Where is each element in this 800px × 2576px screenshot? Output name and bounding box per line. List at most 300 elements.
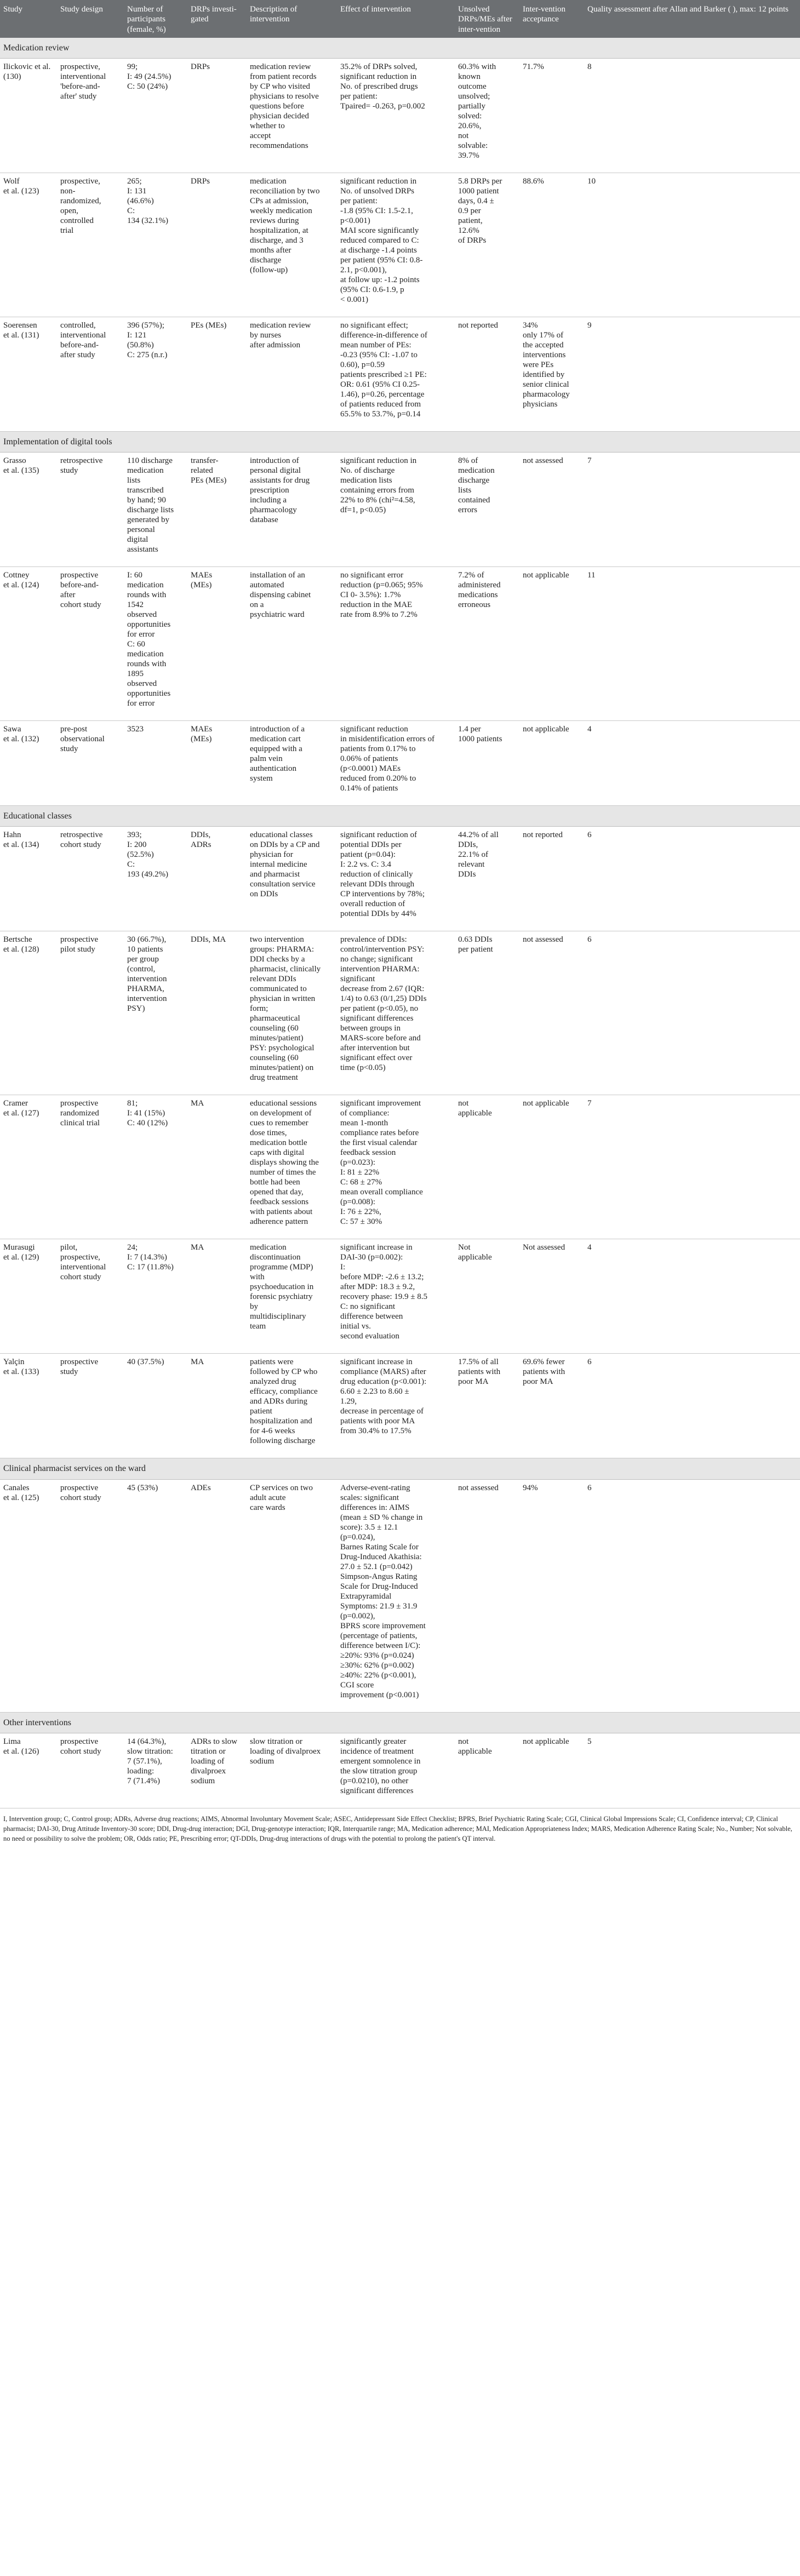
cell-effect-line: No. of discharge [340, 466, 395, 476]
cell-effect-line: significant [340, 975, 375, 984]
cell-description-line: displays showing the [250, 1158, 319, 1167]
cell-participants-line: PHARMA, [127, 984, 164, 994]
cell-study-design [57, 931, 124, 1095]
section-title: Implementation of digital tools [0, 432, 800, 453]
table-header [0, 0, 800, 38]
cell-quality-line: 6 [587, 935, 592, 944]
cell-effect-line: (p=0.002), [340, 1611, 375, 1621]
cell-effect-line: 35.2% of DRPs solved, [340, 62, 418, 72]
cell-study-design-line: observational [60, 735, 105, 744]
cell-description-line: counseling (60 [250, 1024, 299, 1033]
cell-unsolved [455, 317, 519, 432]
cell-quality-line: 6 [587, 1358, 592, 1367]
cell-participants [124, 1354, 187, 1458]
cell-study-design [57, 1239, 124, 1354]
cell-effect-line: Tpaired= -0.263, p=0.002 [340, 102, 425, 111]
cell-effect-line: improvement (p<0.001) [340, 1690, 419, 1699]
cell-description [247, 1095, 337, 1239]
cell-description-line: form; [250, 1004, 268, 1014]
cell-unsolved-line: 20.6%, [458, 122, 482, 131]
cell-participants [124, 1733, 187, 1808]
cell-unsolved-line: known [458, 72, 481, 82]
cell-effect-line: (p=0.024), [340, 1532, 375, 1542]
cell-acceptance-line: Not assessed [523, 1243, 565, 1252]
cell-description-line: pharmacology [250, 506, 297, 515]
cell-study-design-line: interventional [60, 72, 106, 82]
cell-participants-line: digital [127, 535, 148, 545]
cell-acceptance [519, 1239, 584, 1354]
cell-study-design [57, 1733, 124, 1808]
cell-effect-line: CGI score [340, 1680, 374, 1690]
cell-quality-line: 10 [587, 177, 596, 186]
cell-quality-line: 4 [587, 725, 592, 734]
cell-description-line: on DDIs [250, 890, 278, 899]
cell-effect-line: C: 68 ± 27% [340, 1178, 382, 1187]
cell-study-design-line: prospective, [60, 62, 100, 72]
cell-unsolved-line: 39.7% [458, 151, 479, 161]
cell-description-line: CP services on two [250, 1483, 313, 1492]
cell-description [247, 721, 337, 806]
cell-drps [187, 827, 247, 931]
table-row [0, 827, 800, 931]
cell-participants-line: C: 60 [127, 640, 145, 649]
cell-acceptance-line: 94% [523, 1483, 538, 1492]
cell-study-design-line: prospective [60, 1737, 99, 1746]
cell-participants-line: opportunities [127, 620, 171, 629]
cell-effect-line: at follow up: -1.2 points [340, 276, 420, 285]
cell-participants-line: generated by [127, 516, 170, 525]
header-drps: DRPs investi-gated [187, 0, 247, 38]
cell-description-line: minutes/patient) on [250, 1063, 314, 1073]
table-row [0, 931, 800, 1095]
cell-acceptance-line: not applicable [523, 1737, 569, 1746]
cell-study [0, 1239, 57, 1354]
cell-study-design-line: prospective [60, 1358, 99, 1367]
cell-study-design-line: study [60, 1367, 78, 1377]
section-header-row [0, 1458, 800, 1479]
cell-description-line: hospitalization and [250, 1417, 312, 1426]
cell-effect-line: No. of unsolved DRPs [340, 187, 415, 196]
header-effect: Effect of intervention [337, 0, 455, 38]
cell-study-design-line: cohort study [60, 600, 101, 610]
cell-study-design-line: cohort study [60, 1273, 101, 1282]
cell-study [0, 1479, 57, 1712]
cell-description-line: introduction of [250, 456, 299, 466]
cell-effect-line: no significant error [340, 571, 403, 580]
cell-description-line: (follow-up) [250, 266, 288, 275]
cell-study-design-line: cohort study [60, 1747, 101, 1756]
cell-acceptance-line: poor MA [523, 1377, 553, 1387]
cell-effect-line: per patient: [340, 197, 378, 206]
cell-description-line: for 4-6 weeks [250, 1427, 295, 1436]
cell-effect-line: recovery phase: 19.9 ± 8.5 [340, 1292, 428, 1302]
cell-participants-line: 14 (64.3%), [127, 1737, 167, 1746]
cell-study-line: Yalçin [3, 1358, 25, 1367]
cell-participants-line: 7 (57.1%), [127, 1756, 162, 1766]
cell-acceptance-line: pharmacology [523, 390, 570, 399]
cell-quality [584, 173, 800, 317]
cell-participants-line: 134 (32.1%) [127, 216, 168, 226]
cell-description-line: patients were [250, 1358, 294, 1367]
cell-drps-line: ADEs [191, 1483, 211, 1492]
cell-description-line: groups: PHARMA: [250, 945, 315, 954]
cell-effect-line: (95% CI: 0.6-1.9, p [340, 285, 404, 295]
section-title: Other interventions [0, 1712, 800, 1733]
cell-effect-line: medication lists [340, 476, 392, 485]
cell-effect-line: CI 0- 3.5%): 1.7% [340, 591, 401, 600]
cell-effect [337, 453, 455, 567]
cell-description-line: psychoeducation in [250, 1283, 314, 1292]
cell-quality [584, 1733, 800, 1808]
cell-drps [187, 173, 247, 317]
cell-description-line: questions before [250, 102, 304, 111]
cell-study-line: Soerensen [3, 321, 37, 330]
cell-effect-line: CP interventions by 78%; [340, 890, 425, 899]
cell-participants [124, 1095, 187, 1239]
cell-effect-line: < 0.001) [340, 295, 368, 305]
cell-description-line: on a [250, 600, 264, 610]
cell-description-line: dose times, [250, 1129, 287, 1138]
cell-drps-line: MAEs [191, 571, 213, 580]
cell-acceptance-line: not applicable [523, 1099, 569, 1108]
cell-participants-line: 3523 [127, 725, 144, 734]
header-participants: Number of participants (female, %) [124, 0, 187, 38]
cell-participants-line: observed [127, 610, 157, 620]
cell-drps-line: DDIs, MA [191, 935, 226, 944]
cell-effect-line: (p=0.0210), no other [340, 1776, 409, 1785]
cell-description-line: discharge, and 3 [250, 236, 304, 245]
cell-unsolved [455, 453, 519, 567]
cell-description-line: loading of divalproex [250, 1747, 321, 1756]
cell-participants-line: medication [127, 650, 164, 659]
cell-effect-line: MAI score significantly [340, 226, 419, 236]
cell-effect-line: emergent somnolence in [340, 1756, 421, 1766]
cell-description-line: palm vein [250, 754, 283, 764]
cell-description [247, 173, 337, 317]
cell-effect [337, 1095, 455, 1239]
cell-description-line: assistants for drug [250, 476, 310, 485]
cell-participants-line: I: 200 [127, 840, 147, 850]
cell-study-design [57, 721, 124, 806]
section-header-row [0, 1712, 800, 1733]
cell-study-design-line: cohort study [60, 840, 101, 850]
cell-unsolved [455, 567, 519, 721]
cell-unsolved-line: DDIs, [458, 840, 478, 850]
cell-effect-line: mean 1-month [340, 1119, 388, 1128]
cell-effect-line: -1.8 (95% CI: 1.5-2.1, [340, 207, 413, 216]
cell-effect-line: intervention PHARMA: [340, 965, 420, 974]
section-header-row [0, 806, 800, 827]
cell-effect-line: reduction of clinically [340, 870, 413, 879]
cell-study-design-line: controlled, [60, 321, 96, 330]
cell-effect-line: significantly greater [340, 1737, 407, 1746]
cell-description-line: physician in written [250, 994, 316, 1004]
cell-unsolved-line: not [458, 1737, 469, 1746]
cell-unsolved-line: 1.4 per [458, 725, 481, 734]
cell-description-line: with patients about [250, 1207, 313, 1217]
cell-unsolved [455, 721, 519, 806]
cell-effect-line: rate from 8.9% to 7.2% [340, 610, 418, 620]
cell-participants-line: I: 131 [127, 187, 147, 196]
cell-acceptance-line: physicians [523, 400, 558, 409]
cell-description-line: including a [250, 496, 287, 505]
cell-effect-line: 1.29, [340, 1397, 357, 1406]
cell-effect-line: (mean ± SD % change in [340, 1513, 423, 1522]
cell-study-design-line: before-and- [60, 341, 99, 350]
cell-effect-line: initial vs. [340, 1322, 371, 1331]
cell-quality [584, 317, 800, 432]
cell-acceptance [519, 453, 584, 567]
cell-study-design-line: trial [60, 226, 74, 236]
cell-study-line: Murasugi [3, 1243, 35, 1252]
cell-drps [187, 1479, 247, 1712]
cell-quality-line: 11 [587, 571, 596, 580]
cell-drps-line: PEs (MEs) [191, 321, 227, 330]
header-study-design: Study design [57, 0, 124, 38]
cell-description-line: multidisciplinary [250, 1312, 306, 1321]
cell-description [247, 317, 337, 432]
cell-effect-line: 27.0 ± 52.1 (p=0.042) [340, 1562, 413, 1571]
table-row [0, 1354, 800, 1458]
cell-study-line: Cottney [3, 571, 30, 580]
cell-effect-line: 0.06% of patients [340, 754, 398, 764]
cell-description-line: followed by CP who [250, 1367, 318, 1377]
cell-description-line: on development of [250, 1109, 312, 1118]
cell-effect-line: difference-in-difference of [340, 331, 427, 340]
cell-effect-line: control/intervention PSY: [340, 945, 425, 954]
cell-effect-line: no change; significant [340, 955, 413, 964]
cell-description-line: by [250, 1302, 258, 1312]
cell-effect [337, 827, 455, 931]
cell-study [0, 931, 57, 1095]
cell-participants-line: for error [127, 699, 155, 708]
cell-quality [584, 1239, 800, 1354]
cell-unsolved-line: errors [458, 506, 477, 515]
cell-quality [584, 59, 800, 173]
cell-unsolved-line: Not [458, 1243, 471, 1252]
cell-description-line: discharge [250, 256, 282, 265]
cell-unsolved [455, 827, 519, 931]
cell-unsolved-line: 5.8 DRPs per [458, 177, 502, 186]
cell-acceptance-line: patients with [523, 1367, 565, 1377]
cell-study-design [57, 317, 124, 432]
cell-effect-line: decrease in percentage of [340, 1407, 424, 1416]
cell-study-design-line: after [60, 591, 76, 600]
header-unsolved: Unsolved DRPs/MEs after inter-vention [455, 0, 519, 38]
cell-participants-line: C: [127, 207, 135, 216]
cell-study-line: et al. (124) [3, 581, 39, 590]
cell-effect [337, 931, 455, 1095]
cell-effect-line: compliance (MARS) after [340, 1367, 426, 1377]
cell-effect-line: ≥40%: 22% (p<0.001), [340, 1670, 416, 1680]
table-row [0, 1733, 800, 1808]
cell-participants [124, 827, 187, 931]
cell-quality-line: 7 [587, 1099, 592, 1108]
cell-effect-line: significant increase in [340, 1358, 413, 1367]
cell-drps-line: (MEs) [191, 735, 212, 744]
cell-effect-line: score): 3.5 ± 12.1 [340, 1522, 398, 1532]
cell-study-design-line: open, [60, 207, 78, 216]
cell-acceptance-line: senior clinical [523, 380, 569, 390]
cell-acceptance-line: not applicable [523, 571, 569, 580]
cell-drps-line: divalproex [191, 1766, 226, 1776]
cell-effect-line: I: [340, 1263, 346, 1272]
cell-effect-line: C: no significant [340, 1302, 395, 1312]
cell-description-line: caps with digital [250, 1148, 305, 1158]
cell-acceptance-line: identified by [523, 370, 565, 380]
section-title: Clinical pharmacist services on the ward [0, 1458, 800, 1479]
cell-participants-line: C: 50 (24%) [127, 82, 168, 91]
cell-study-line: Canales [3, 1483, 30, 1492]
cell-description-line: prescription [250, 486, 289, 495]
cell-description-line: authentication [250, 764, 296, 774]
cell-effect-line: at discharge -1.4 points [340, 246, 417, 255]
cell-description [247, 931, 337, 1095]
table-row [0, 721, 800, 806]
cell-description-line: weekly medication [250, 207, 312, 216]
cell-effect-line: (p<0.0001) MAEs [340, 764, 401, 774]
cell-quality-line: 9 [587, 321, 592, 330]
cell-description-line: database [250, 516, 278, 525]
cell-study-design-line: interventional [60, 1263, 106, 1272]
cell-description-line: feedback sessions [250, 1198, 309, 1207]
cell-quality-line: 6 [587, 1483, 592, 1492]
cell-effect [337, 317, 455, 432]
cell-description-line: with [250, 1273, 265, 1282]
cell-unsolved [455, 1479, 519, 1712]
cell-unsolved-line: 22.1% of [458, 850, 488, 860]
cell-study-design [57, 827, 124, 931]
cell-quality-line: 4 [587, 1243, 592, 1252]
cell-effect-line: per patient: [340, 92, 378, 101]
cell-description-line: system [250, 774, 273, 783]
cell-unsolved-line: solved: [458, 112, 482, 121]
cell-effect-line: difference between [340, 1312, 403, 1321]
cell-unsolved-line: 44.2% of all [458, 831, 499, 840]
cell-study-line: et al. (128) [3, 945, 39, 954]
cell-description-line: educational classes [250, 831, 313, 840]
cell-unsolved-line: 8% of [458, 456, 478, 466]
cell-participants-line: (control, [127, 965, 156, 974]
cell-effect [337, 59, 455, 173]
cell-participants-line: assistants [127, 545, 158, 554]
cell-participants-line: 30 (66.7%), [127, 935, 167, 944]
cell-effect-line: feedback session [340, 1148, 396, 1158]
cell-description-line: medication review [250, 62, 311, 72]
header-description: Description of intervention [247, 0, 337, 38]
cell-study-line: Sawa [3, 725, 21, 734]
cell-effect-line: significant differences [340, 1786, 414, 1795]
cell-description-line: introduction of a [250, 725, 305, 734]
cell-study-line: Ilickovic et al. (130) [3, 62, 51, 82]
cell-participants-line: I: 49 (24.5%) [127, 72, 172, 82]
cell-unsolved-line: medication [458, 466, 495, 476]
cell-description-line: educational sessions [250, 1099, 317, 1108]
cell-unsolved-line: of DRPs [458, 236, 487, 245]
cell-acceptance-line: 34% [523, 321, 538, 330]
cell-effect [337, 173, 455, 317]
cell-effect-line: patients prescribed ≥1 PE: [340, 370, 427, 380]
cell-participants-line: transcribed [127, 486, 164, 495]
cell-study-design-line: randomized [60, 1109, 99, 1118]
section-header-row [0, 432, 800, 453]
cell-description-line: drug treatment [250, 1073, 298, 1083]
cell-participants [124, 59, 187, 173]
cell-effect-line: Barnes Rating Scale for [340, 1542, 419, 1552]
cell-effect-line: mean overall compliance [340, 1188, 423, 1197]
cell-description-line: opened that day, [250, 1188, 304, 1197]
cell-description-line: physician for [250, 850, 293, 860]
cell-study-line: Grasso [3, 456, 26, 466]
cell-effect-line: after MDP: 18.3 ± 9.2, [340, 1283, 415, 1292]
cell-study-design-line: study [60, 745, 78, 754]
cell-effect [337, 1354, 455, 1458]
cell-acceptance [519, 173, 584, 317]
cell-drps-line: titration or [191, 1747, 226, 1756]
cell-study-line: et al. (123) [3, 187, 39, 196]
cell-effect-line: (p=0.008): [340, 1198, 375, 1207]
cell-participants-line: I: 121 [127, 331, 147, 340]
cell-study-design-line: prospective, [60, 1253, 100, 1262]
cell-effect-line: Simpson-Angus Rating [340, 1572, 418, 1581]
cell-participants-line: C: 40 (12%) [127, 1119, 168, 1128]
table-row [0, 567, 800, 721]
cell-effect-line: significant effect over [340, 1054, 413, 1063]
cell-study [0, 1733, 57, 1808]
cell-study-design [57, 453, 124, 567]
cell-effect-line: ≥30%: 62% (p=0.002) [340, 1661, 414, 1670]
cell-unsolved-line: per patient [458, 945, 493, 954]
cell-effect-line: compliance rates before [340, 1129, 419, 1138]
cell-participants-line: C: 17 (11.8%) [127, 1263, 174, 1272]
cell-effect-line: significant differences [340, 1014, 414, 1023]
cell-unsolved [455, 931, 519, 1095]
cell-drps-line: MA [191, 1243, 204, 1252]
cell-unsolved-line: 1000 patients [458, 735, 502, 744]
cell-effect-line: Adverse-event-rating [340, 1483, 410, 1492]
cell-study-line: et al. (127) [3, 1109, 39, 1118]
cell-study-design [57, 173, 124, 317]
cell-effect-line: patient (p=0.04): [340, 850, 396, 860]
header-quality: Quality assessment after Allan and Barker ( ), max: 12 points [584, 0, 800, 38]
cell-effect [337, 567, 455, 721]
cell-acceptance-line: 69.6% fewer [523, 1358, 565, 1367]
cell-unsolved-line: 12.6% [458, 226, 479, 236]
cell-effect-line: significant reduction [340, 725, 408, 734]
cell-acceptance [519, 317, 584, 432]
cell-effect-line: after intervention but [340, 1044, 410, 1053]
header-study: Study [0, 0, 57, 38]
cell-effect-line: reduction in the MAE [340, 600, 413, 610]
cell-unsolved-line: DDIs [458, 870, 476, 879]
cell-unsolved [455, 173, 519, 317]
cell-participants-line: lists [127, 476, 141, 485]
cell-description-line: CPs at admission, [250, 197, 309, 206]
cell-effect-line: 22% to 8% (chi²=4.58, [340, 496, 415, 505]
section-header-row [0, 38, 800, 59]
cell-description-line: medication bottle [250, 1138, 307, 1148]
cell-unsolved-line: partially [458, 102, 485, 111]
cell-description [247, 1239, 337, 1354]
cell-participants [124, 1239, 187, 1354]
cell-description-line: recommendations [250, 141, 308, 151]
cell-effect-line: drug education (p<0.001): [340, 1377, 427, 1387]
cell-description-line: programme (MDP) [250, 1263, 313, 1272]
cell-description-line: adult acute [250, 1493, 286, 1502]
cell-participants [124, 1479, 187, 1712]
cell-effect-line: from 30.4% to 17.5% [340, 1427, 412, 1436]
cell-description-line: adherence pattern [250, 1217, 308, 1227]
